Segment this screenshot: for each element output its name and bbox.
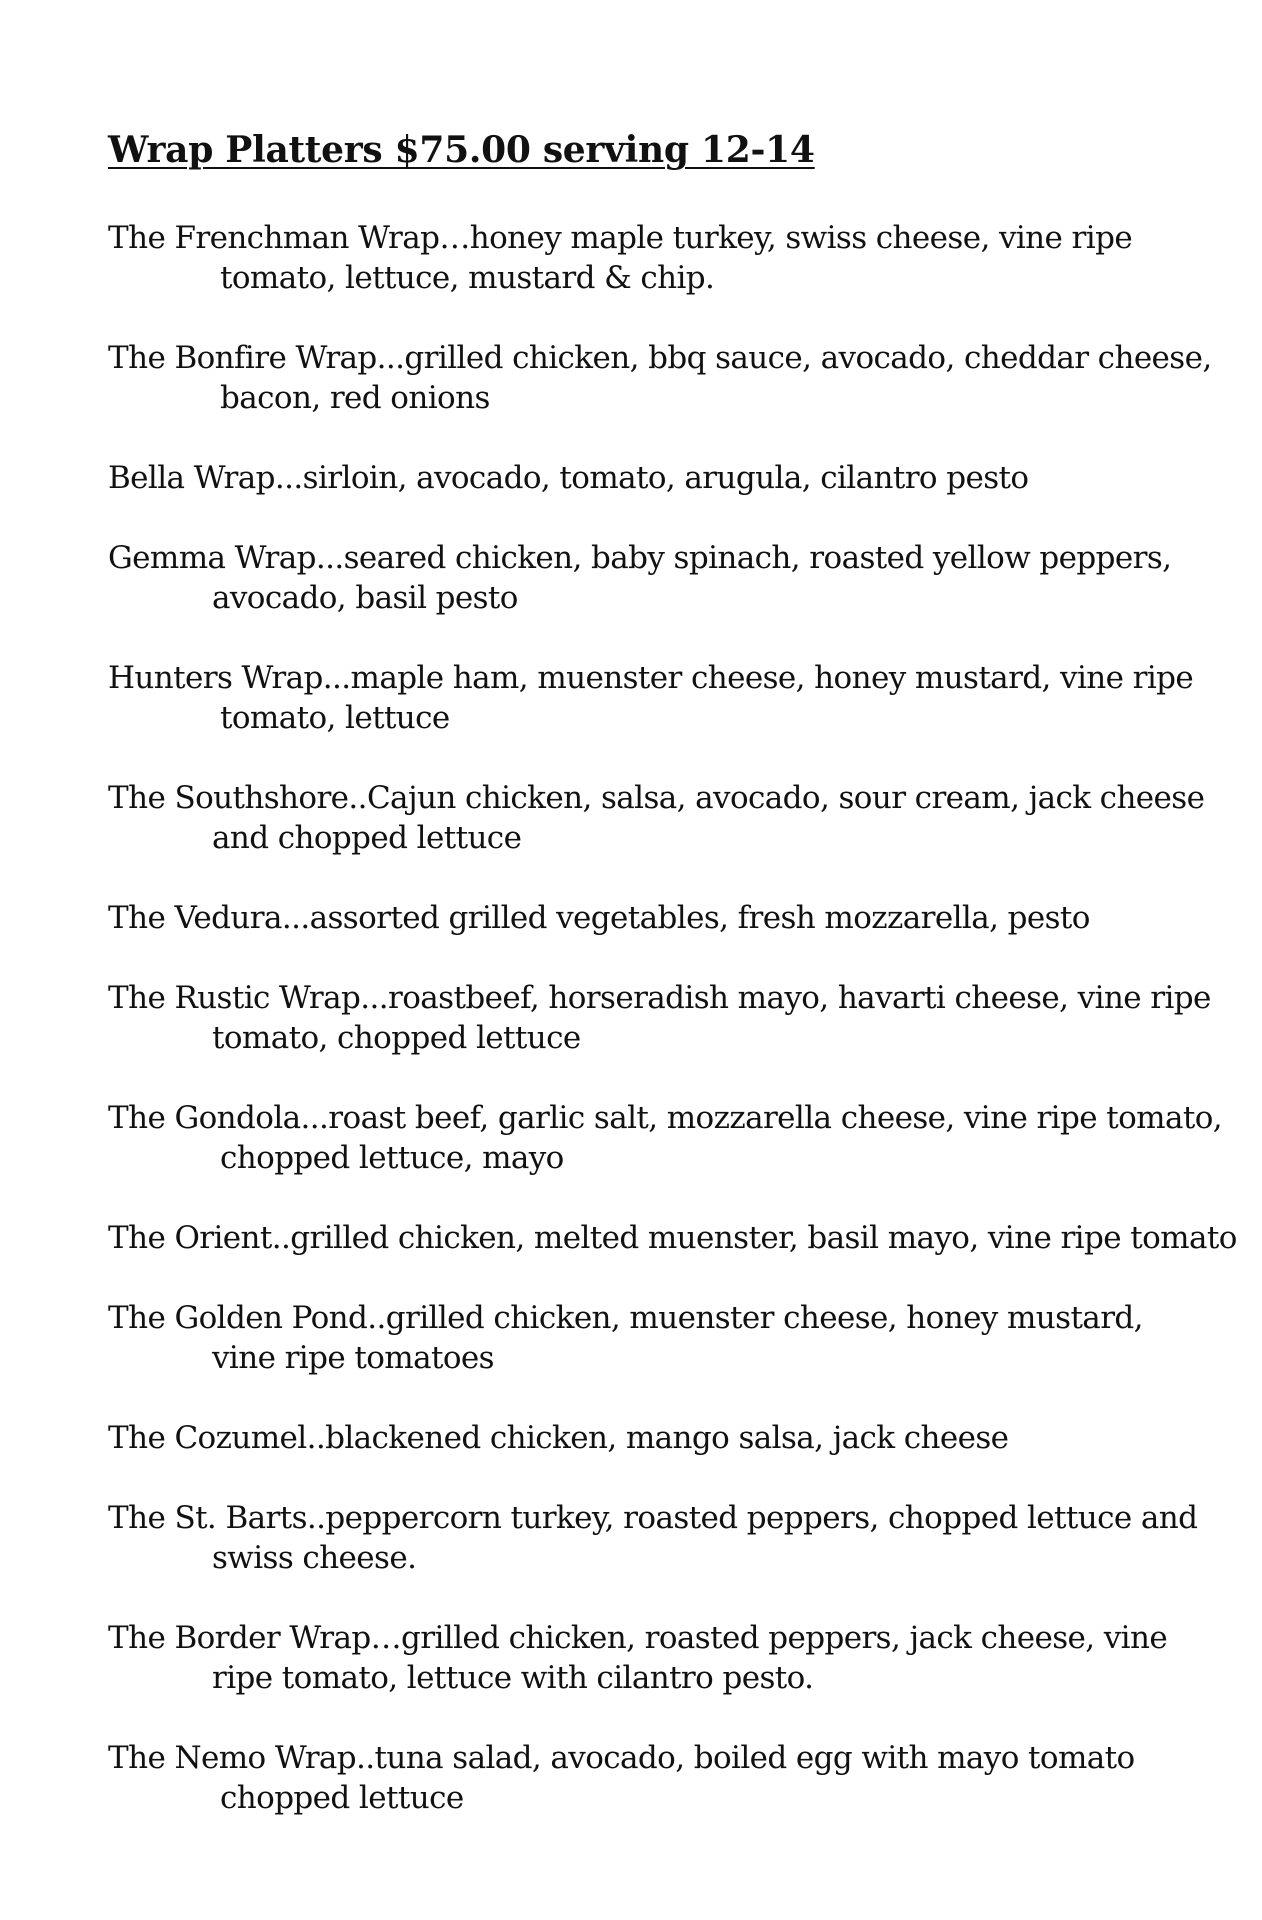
item-line-2: tomato, chopped lettuce xyxy=(212,1020,581,1056)
menu-item xyxy=(108,1738,1248,1818)
item-line-1: The Frenchman Wrap…honey maple turkey, swiss cheese, vine ripe xyxy=(108,220,1133,256)
item-line-1: The Border Wrap…grilled chicken, roasted peppers, jack cheese, vine xyxy=(108,1620,1168,1656)
item-line-2: and chopped lettuce xyxy=(212,820,522,856)
item-line-1: The Orient..grilled chicken, melted muenster, basil mayo, vine ripe tomato xyxy=(108,1220,1237,1256)
item-line-2: ripe tomato, lettuce with cilantro pesto. xyxy=(212,1660,814,1696)
menu-item xyxy=(108,1498,1248,1578)
item-line-1: The Bonfire Wrap...grilled chicken, bbq sauce, avocado, cheddar cheese, xyxy=(108,340,1212,376)
menu-item xyxy=(108,458,1248,498)
menu-item xyxy=(108,1618,1248,1698)
wrap-list xyxy=(108,218,1248,1818)
menu-page xyxy=(108,128,1248,1858)
item-line-1: The Southshore..Cajun chicken, salsa, avocado, sour cream, jack cheese xyxy=(108,780,1205,816)
menu-item xyxy=(108,658,1248,738)
menu-item xyxy=(108,1218,1248,1258)
item-line-1: The Cozumel..blackened chicken, mango salsa, jack cheese xyxy=(108,1420,1009,1456)
menu-item xyxy=(108,978,1248,1058)
item-line-1: The St. Barts..peppercorn turkey, roasted peppers, chopped lettuce and xyxy=(108,1500,1198,1536)
menu-item xyxy=(108,1098,1248,1178)
item-line-1: The Rustic Wrap...roastbeef, horseradish mayo, havarti cheese, vine ripe xyxy=(108,980,1211,1016)
item-line-1: The Golden Pond..grilled chicken, muenster cheese, honey mustard, xyxy=(108,1300,1143,1336)
item-line-2: swiss cheese. xyxy=(212,1540,417,1576)
item-line-2: tomato, lettuce, mustard & chip. xyxy=(220,260,715,296)
item-line-2: chopped lettuce xyxy=(220,1780,464,1816)
item-line-1: Hunters Wrap...maple ham, muenster cheese, honey mustard, vine ripe xyxy=(108,660,1194,696)
item-line-1: The Gondola...roast beef, garlic salt, mozzarella cheese, vine ripe tomato, xyxy=(108,1100,1223,1136)
menu-item xyxy=(108,538,1248,618)
item-line-2: chopped lettuce, mayo xyxy=(220,1140,564,1176)
item-line-1: The Vedura...assorted grilled vegetables, fresh mozzarella, pesto xyxy=(108,900,1090,936)
menu-item xyxy=(108,1298,1248,1378)
menu-item xyxy=(108,898,1248,938)
item-line-2: vine ripe tomatoes xyxy=(212,1340,494,1376)
item-line-2: bacon, red onions xyxy=(220,380,490,416)
menu-item xyxy=(108,778,1248,858)
menu-title: Wrap Platters $75.00 serving 12-14 xyxy=(108,129,815,171)
item-line-1: Bella Wrap...sirloin, avocado, tomato, arugula, cilantro pesto xyxy=(108,460,1029,496)
item-line-1: The Nemo Wrap..tuna salad, avocado, boiled egg with mayo tomato xyxy=(108,1740,1135,1776)
menu-item xyxy=(108,338,1248,418)
menu-item xyxy=(108,1418,1248,1458)
item-line-2: avocado, basil pesto xyxy=(212,580,518,616)
item-line-1: Gemma Wrap...seared chicken, baby spinach, roasted yellow peppers, xyxy=(108,540,1172,576)
menu-item xyxy=(108,218,1248,298)
item-line-2: tomato, lettuce xyxy=(220,700,450,736)
